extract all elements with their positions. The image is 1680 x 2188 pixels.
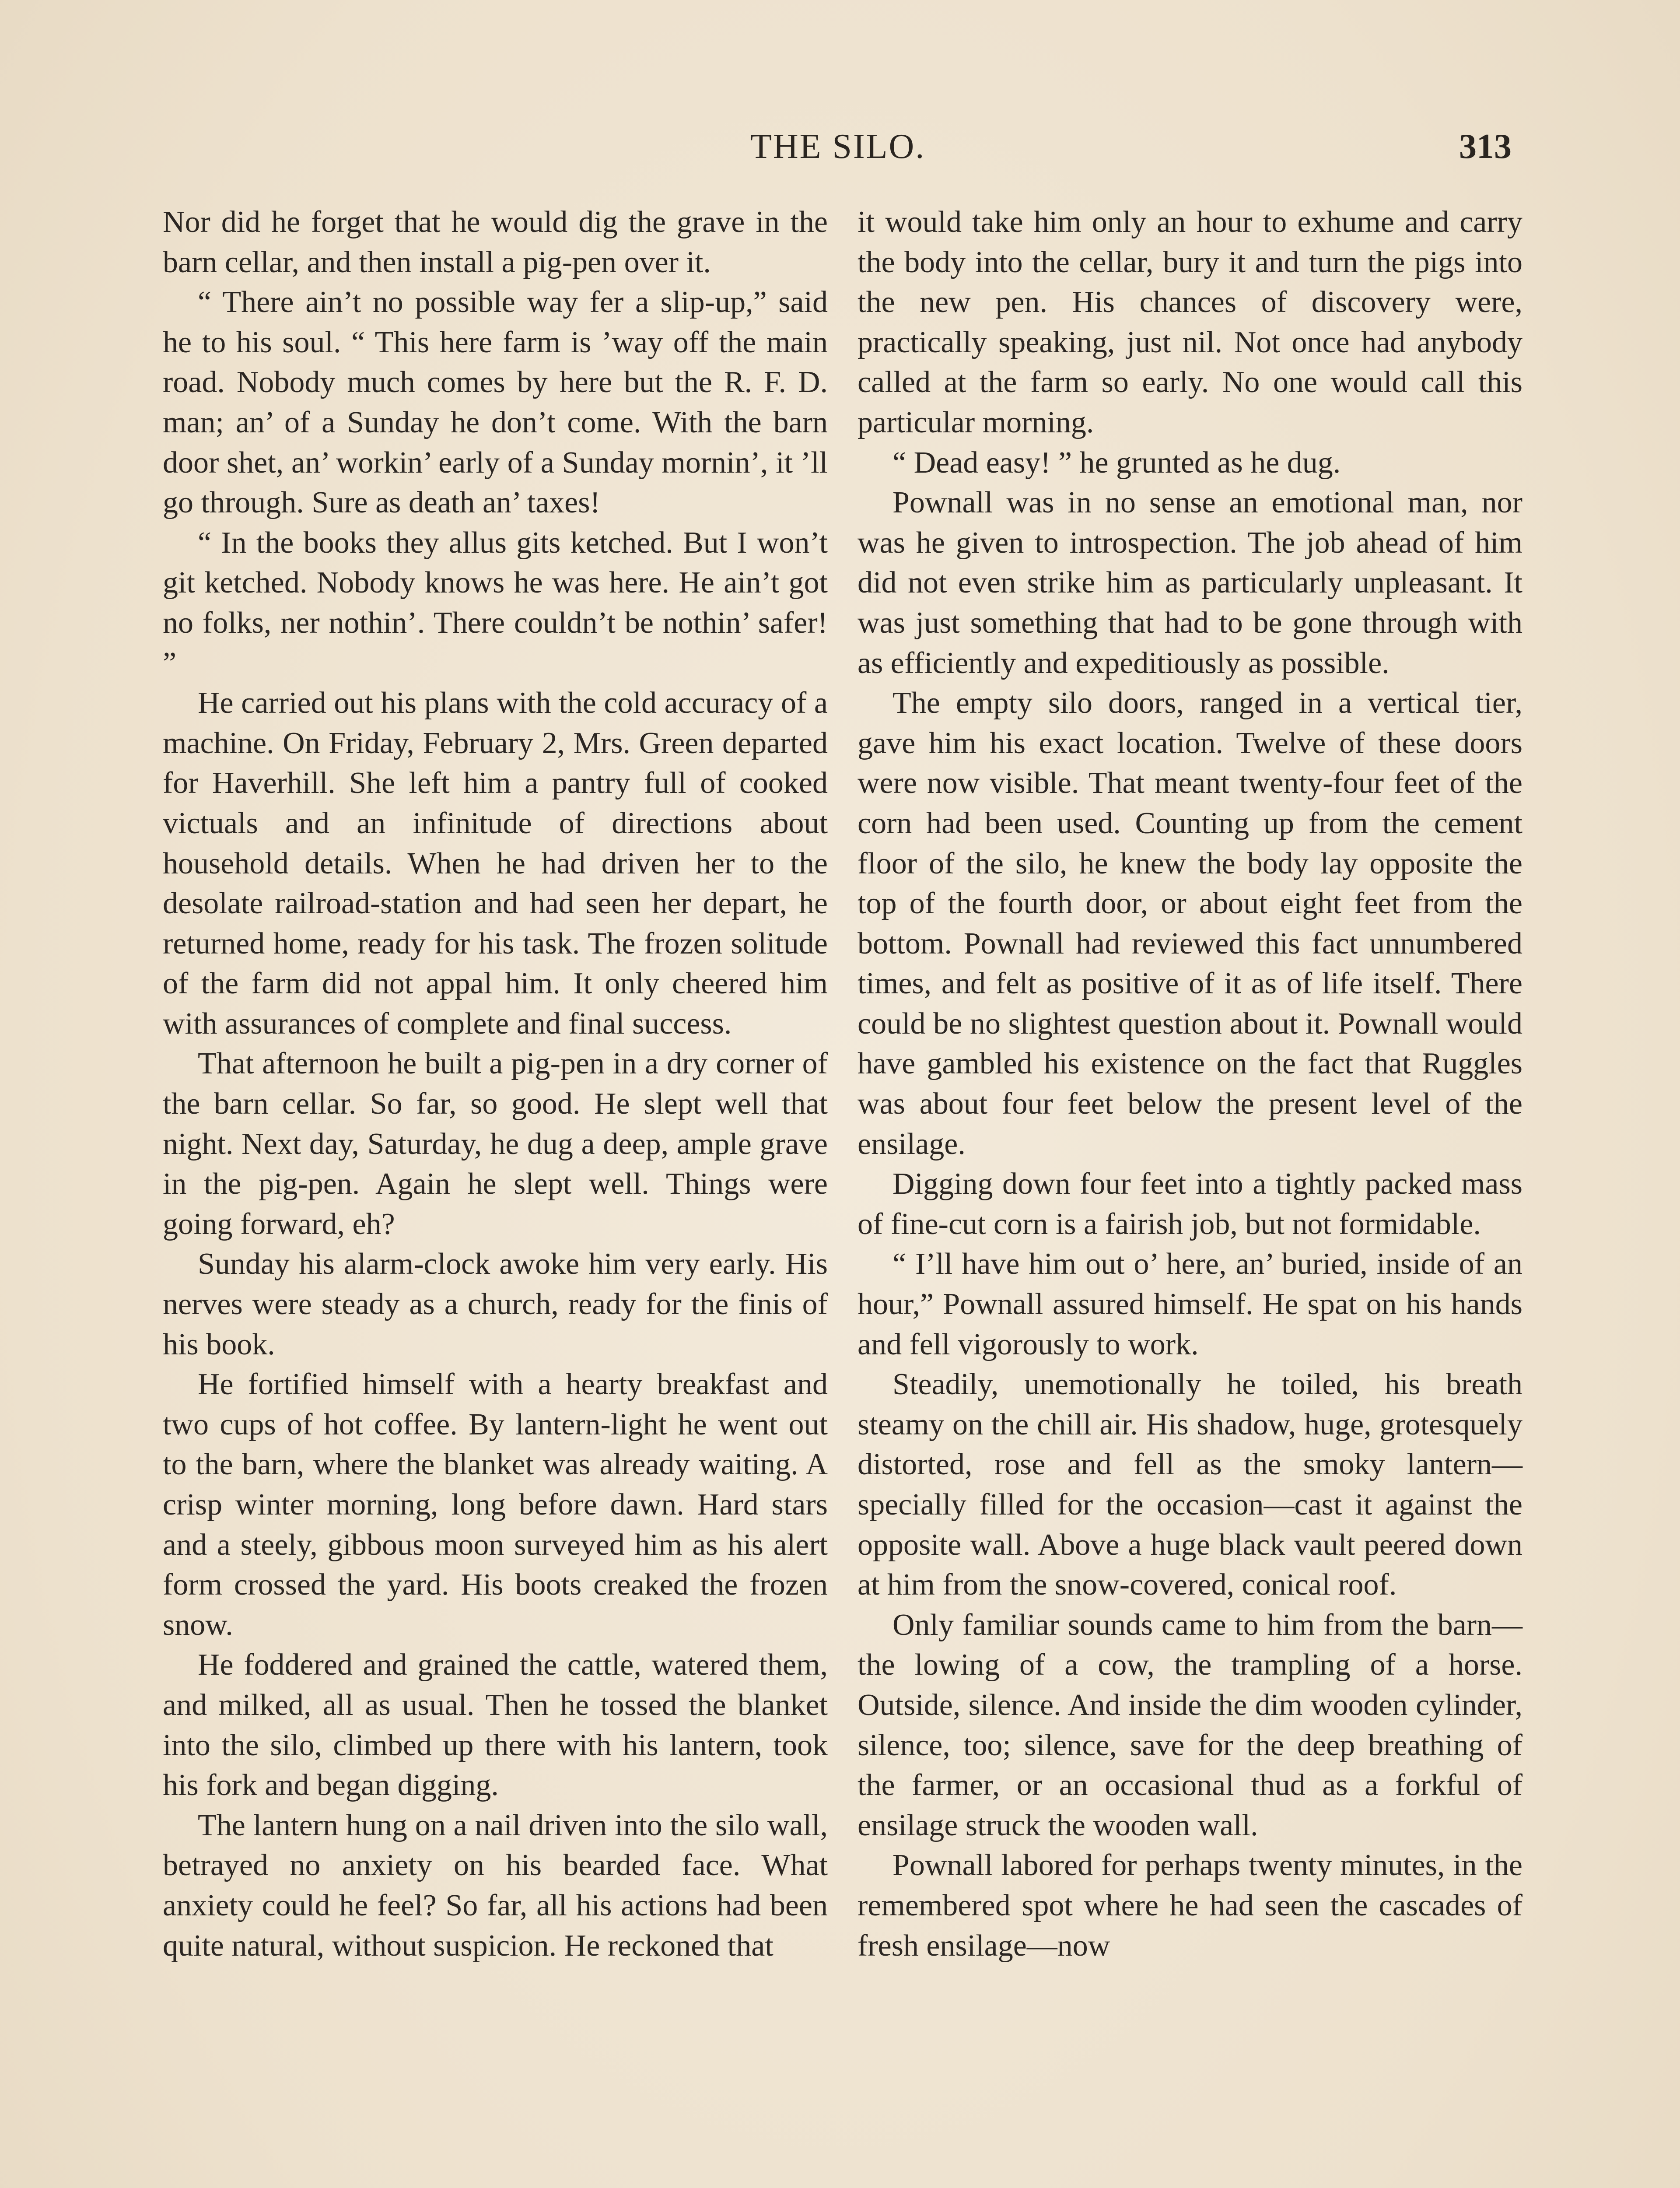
paragraph: Digging down four feet into a tightly packed mass of fine-cut corn is a fairish job, but not formidable. <box>858 1167 1522 1241</box>
paragraph: Sunday his alarm-clock awoke him very early. His nerves were steady as a church, ready for the finis of his book. <box>163 1247 828 1361</box>
paragraph: The empty silo doors, ranged in a vertical tier, gave him his exact location. Twelve of these doors were now visible. That meant twenty-four feet of the corn had been used. Counting up from the cement floor of the silo, he knew the body lay opposite the top of the fourth door, or about eight feet from the bottom. Pownall had reviewed this fact unnumbered times, and felt as positive of it as of life itself. There could be no slightest question about it. Pownall would have gambled his existence on the fact that Ruggles was about four feet below the present level of the ensilage. <box>858 686 1522 1161</box>
paragraph: “ Dead easy! ” he grunted as he dug. <box>892 445 1341 480</box>
page-number: 313 <box>1459 127 1512 166</box>
paragraph: Pownall was in no sense an emotional man, nor was he given to introspection. The job ahead of him did not even strike him as particularly unpleasant. It was just something that had to be gone through with as efficiently and expeditiously as possible. <box>858 486 1522 680</box>
paragraph: “ There ain’t no possible way fer a slip-up,” said he to his soul. “ This here farm is ’way off the main road. Nobody much comes by here but the R. F. D. man; an’ of a Sunday he don’t come. With the barn door shet, an’ workin’ early of a Sunday mornin’, it ’ll go through. Sure as death an’ taxes! <box>163 285 828 520</box>
paragraph: “ I’ll have him out o’ here, an’ buried, inside of an hour,” Pownall assured himself. He spat on his hands and fell vigorously to work. <box>858 1247 1522 1361</box>
paragraph: “ In the books they allus gits ketched. But I won’t git ketched. Nobody knows he was here. He ain’t got no folks, ner nothin’. There couldn’t be nothin’ safer! ” <box>163 526 828 680</box>
left-column <box>163 202 828 1966</box>
running-title: THE SILO. <box>750 127 926 166</box>
right-column <box>858 202 1522 1966</box>
paragraph: He foddered and grained the cattle, watered them, and milked, all as usual. Then he tossed the blanket into the silo, climbed up there with his lantern, took his fork and began digging. <box>163 1648 828 1802</box>
paragraph: That afternoon he built a pig-pen in a dry corner of the barn cellar. So far, so good. He slept well that night. Next day, Saturday, he dug a deep, ample grave in the pig-pen. Again he slept well. Things were going forward, eh? <box>163 1047 828 1241</box>
paragraph: Only familiar sounds came to him from the barn—the lowing of a cow, the trampling of a horse. Outside, silence. And inside the dim wooden cylinder, silence, too; silence, save for the deep breathing of the farmer, or an occasional thud as a forkful of ensilage struck the wooden wall. <box>858 1608 1522 1842</box>
paragraph: Steadily, unemotionally he toiled, his breath steamy on the chill air. His shadow, huge, grotesquely distorted, rose and fell as the smoky lantern—specially filled for the occasion—cast it against the opposite wall. Above a huge black vault peered down at him from the snow-covered, conical roof. <box>858 1368 1522 1602</box>
paragraph: Nor did he forget that he would dig the grave in the barn cellar, and then install a pig-pen over it. <box>163 205 828 279</box>
paragraph: it would take him only an hour to exhume and carry the body into the cellar, bury it and turn the pigs into the new pen. His chances of discovery were, practically speaking, just nil. Not once had anybody called at the farm so early. No one would call this particular morning. <box>858 205 1522 439</box>
paragraph: The lantern hung on a nail driven into the silo wall, betrayed no anxiety on his bearded face. What anxiety could he feel? So far, all his actions had been quite natural, without suspicion. He reckoned that <box>163 1808 828 1963</box>
paragraph: He fortified himself with a hearty breakfast and two cups of hot coffee. By lantern-light he went out to the barn, where the blanket was already waiting. A crisp winter morning, long before dawn. Hard stars and a steely, gibbous moon surveyed him as his alert form crossed the yard. His boots creaked the frozen snow. <box>163 1368 828 1642</box>
running-head <box>0 123 1680 175</box>
paragraph: Pownall labored for perhaps twenty minutes, in the remembered spot where he had seen the cascades of fresh ensilage—now <box>858 1848 1522 1963</box>
paragraph: He carried out his plans with the cold accuracy of a machine. On Friday, February 2, Mrs. Green departed for Haverhill. She left him a pantry full of cooked victuals and an infinitude of directions about household details. When he had driven her to the desolate railroad-station and had seen her depart, he returned home, ready for his task. The frozen solitude of the farm did not appal him. It only cheered him with assurances of complete and final success. <box>163 686 828 1041</box>
